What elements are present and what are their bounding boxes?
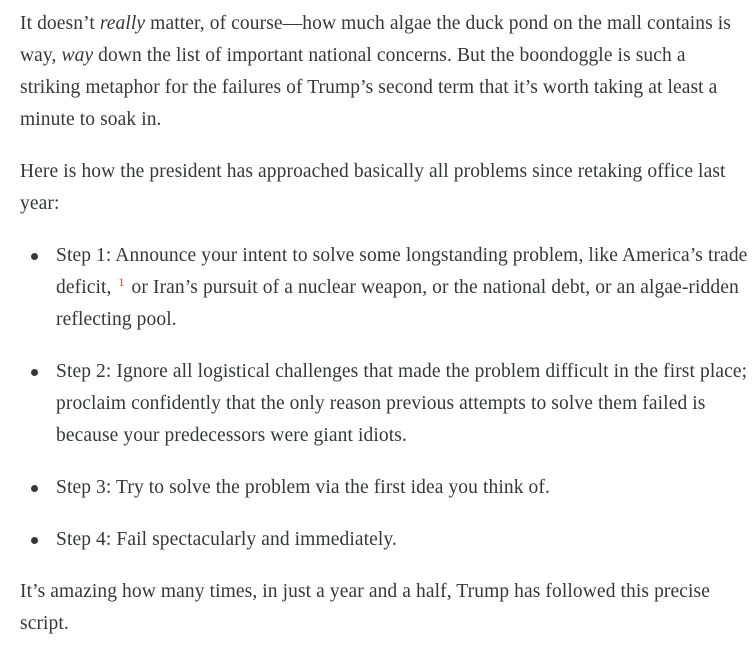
article-body [20, 8, 750, 660]
intro-text-part1: It doesn’t [20, 13, 100, 34]
footnote-link-1[interactable]: 1 [118, 274, 125, 289]
list-item-step-2 [20, 356, 750, 452]
bullet-icon [31, 369, 38, 376]
bullet-icon [31, 537, 38, 544]
bullet-icon [31, 485, 38, 492]
step-1-text-before: Step 1: Announce your intent to solve some longstanding problem, like America’s trade deficit, [56, 245, 748, 298]
intro-text-part2: matter, of course—how much algae the duck pond on the mall contains is way, [20, 13, 731, 66]
steps-list [20, 240, 750, 556]
step-4-text: Step 4: Fail spectacularly and immediately. [56, 529, 397, 550]
step-1-text-after: or Iran’s pursuit of a nuclear weapon, or the national debt, or an algae-ridden reflecting pool. [56, 277, 739, 330]
list-item-step-1 [20, 240, 750, 336]
emphasis-really: really [99, 13, 146, 34]
emphasis-way: way [61, 45, 94, 66]
step-3-text: Step 3: Try to solve the problem via the first idea you think of. [56, 477, 550, 498]
step-2-text: Step 2: Ignore all logistical challenges that made the problem difficult in the first place; proclaim confidently that the only reason previous attempts to solve them failed is because your predecessors were giant idiots. [56, 361, 748, 446]
intro-paragraph [20, 8, 750, 136]
closing-paragraph: It’s amazing how many times, in just a year and a half, Trump has followed this precise script. [20, 581, 710, 634]
approach-paragraph: Here is how the president has approached basically all problems since retaking office last year: [20, 161, 726, 214]
list-item-step-3 [20, 472, 750, 504]
bullet-icon [31, 253, 38, 260]
list-item-step-4 [20, 524, 750, 556]
intro-text-part3: down the list of important national concerns. But the boondoggle is such a striking metaphor for the failures of Trump’s second term that it’s worth taking at least a minute to soak in. [20, 45, 718, 130]
